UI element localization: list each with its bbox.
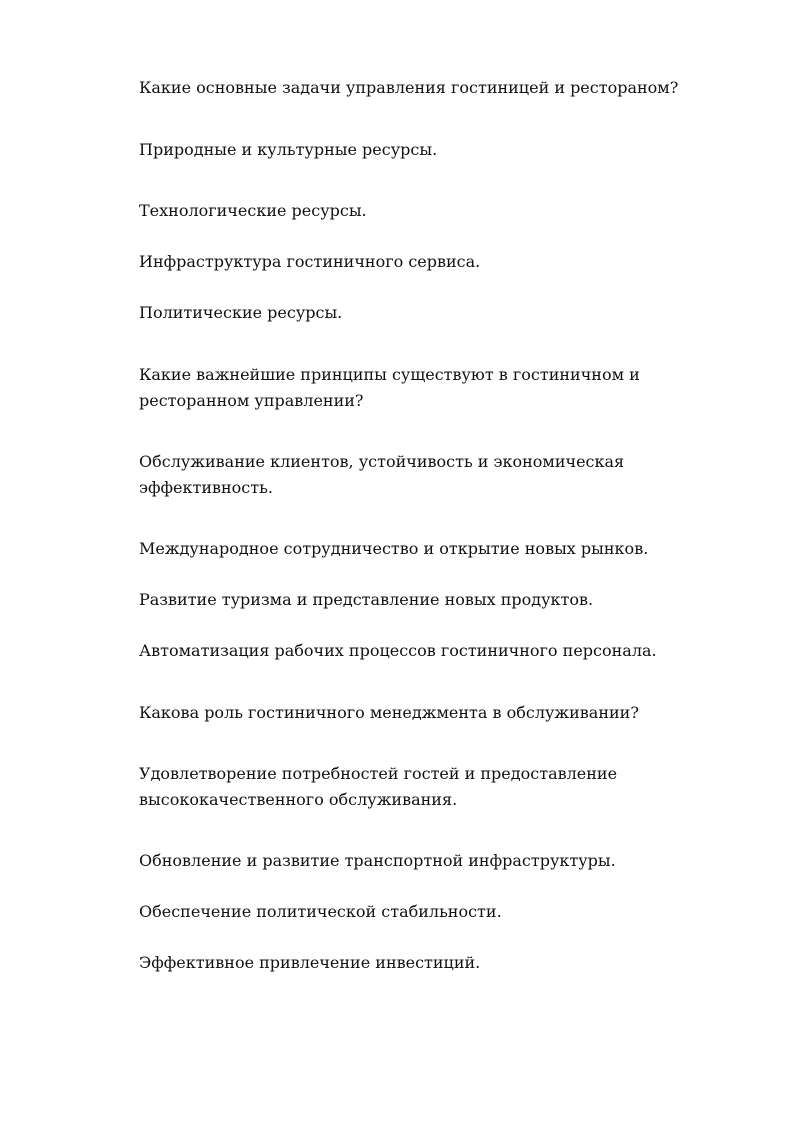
question-3: Какова роль гостиничного менеджмента в обслуживании? — [139, 703, 639, 722]
answer-option-1-4: Политические ресурсы. — [139, 303, 343, 322]
answer-option-2-4: Автоматизация рабочих процессов гостиничного персонала. — [139, 641, 657, 660]
question-1: Какие основные задачи управления гостиницей и рестораном? — [139, 78, 679, 97]
answer-option-1-2: Технологические ресурсы. — [139, 201, 367, 220]
answer-option-2-2: Международное сотрудничество и открытие новых рынков. — [139, 539, 649, 558]
answer-option-3-2: Обновление и развитие транспортной инфраструктуры. — [139, 851, 616, 870]
answer-option-3-1: Удовлетворение потребностей гостей и предоставление высококачественного обслуживания. — [139, 764, 618, 809]
question-2: Какие важнейшие принципы существуют в гостиничном и ресторанном управлении? — [139, 365, 640, 410]
answer-option-3-3: Обеспечение политической стабильности. — [139, 902, 502, 921]
answer-option-2-1: Обслуживание клиентов, устойчивость и экономическая эффективность. — [139, 452, 625, 497]
answer-option-1-3: Инфраструктура гостиничного сервиса. — [139, 252, 481, 271]
answer-option-1-1: Природные и культурные ресурсы. — [139, 140, 438, 159]
answer-option-3-4: Эффективное привлечение инвестиций. — [139, 953, 481, 972]
answer-option-2-3: Развитие туризма и представление новых продуктов. — [139, 590, 594, 609]
